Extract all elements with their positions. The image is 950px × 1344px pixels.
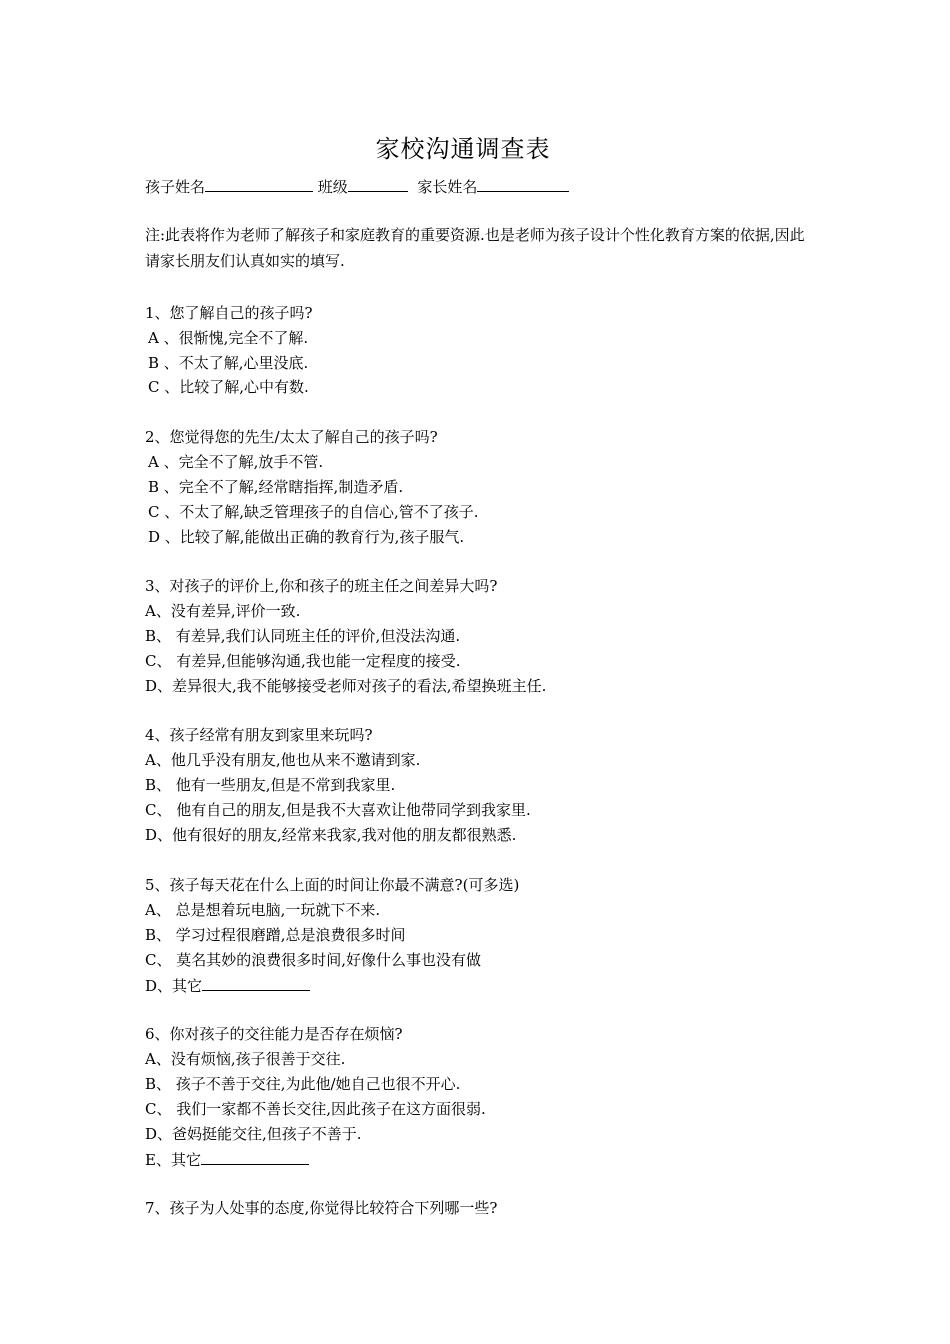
info-line <box>145 176 569 197</box>
question-3: 3、对孩子的评价上,你和孩子的班主任之间差异大吗? <box>145 577 498 595</box>
option-6e-blank[interactable] <box>201 1149 309 1165</box>
option-3c: C、 有差异,但能够沟通,我也能一定程度的接受. <box>145 652 461 670</box>
option-2c: C 、不太了解,缺乏管理孩子的自信心,管不了孩子. <box>148 503 479 521</box>
option-2d: D 、比较了解,能做出正确的教育行为,孩子服气. <box>148 528 465 546</box>
option-6c: C、 我们一家都不善长交往,因此孩子在这方面很弱. <box>145 1100 486 1118</box>
option-4d: D、他有很好的朋友,经常来我家,我对他的朋友都很熟悉. <box>145 826 517 844</box>
question-7: 7、孩子为人处事的态度,你觉得比较符合下列哪一些? <box>145 1199 498 1217</box>
question-5: 5、孩子每天花在什么上面的时间让你最不满意?(可多选) <box>145 876 520 894</box>
option-3d: D、差异很大,我不能够接受老师对孩子的看法,希望换班主任. <box>145 677 547 695</box>
option-5a: A、 总是想着玩电脑,一玩就下不来. <box>145 901 381 919</box>
question-6: 6、你对孩子的交往能力是否存在烦恼? <box>145 1025 403 1043</box>
option-5d: D、其它 <box>145 977 203 995</box>
option-6e-row <box>145 1149 309 1170</box>
class-label: 班级 <box>317 178 348 196</box>
option-4a: A、他几乎没有朋友,他也从来不邀请到家. <box>145 751 421 769</box>
option-6e: E、其它 <box>145 1151 201 1169</box>
option-5d-blank[interactable] <box>202 975 310 991</box>
question-1: 1、您了解自己的孩子吗? <box>145 304 313 322</box>
parent-name-label: 家长姓名 <box>417 178 478 196</box>
option-3b: B、 有差异,我们认同班主任的评价,但没法沟通. <box>145 627 461 645</box>
parent-name-blank[interactable] <box>477 176 569 192</box>
option-2a: A 、完全不了解,放手不管. <box>148 453 324 471</box>
option-6b: B、 孩子不善于交往,为此他/她自己也很不开心. <box>145 1075 461 1093</box>
instruction-note: 注:此表将作为老师了解孩子和家庭教育的重要资源.也是老师为孩子设计个性化教育方案的依据,因此请家长朋友们认真如实的填写. <box>145 226 805 270</box>
option-5b: B、 学习过程很磨蹭,总是浪费很多时间 <box>145 926 406 944</box>
option-1c: C 、比较了解,心中有数. <box>148 378 309 396</box>
child-name-label: 孩子姓名 <box>145 178 206 196</box>
child-name-blank[interactable] <box>205 176 313 192</box>
option-5d-row <box>145 975 310 996</box>
option-1a: A 、很惭愧,完全不了解. <box>148 329 309 347</box>
option-4b: B、 他有一些朋友,但是不常到我家里. <box>145 776 396 794</box>
option-2b: B 、完全不了解,经常瞎指挥,制造矛盾. <box>148 478 404 496</box>
page-title: 家校沟通调查表 <box>375 135 551 163</box>
class-blank[interactable] <box>348 176 408 192</box>
option-3a: A、没有差异,评价一致. <box>145 602 301 620</box>
question-4: 4、孩子经常有朋友到家里来玩吗? <box>145 726 373 744</box>
option-5c: C、 莫名其妙的浪费很多时间,好像什么事也没有做 <box>145 951 482 969</box>
option-1b: B 、不太了解,心里没底. <box>148 354 309 372</box>
question-2: 2、您觉得您的先生/太太了解自己的孩子吗? <box>145 428 438 446</box>
option-6d: D、爸妈挺能交往,但孩子不善于. <box>145 1125 362 1143</box>
option-6a: A、没有烦恼,孩子很善于交往. <box>145 1050 346 1068</box>
option-4c: C、 他有自己的朋友,但是我不大喜欢让他带同学到我家里. <box>145 801 531 819</box>
